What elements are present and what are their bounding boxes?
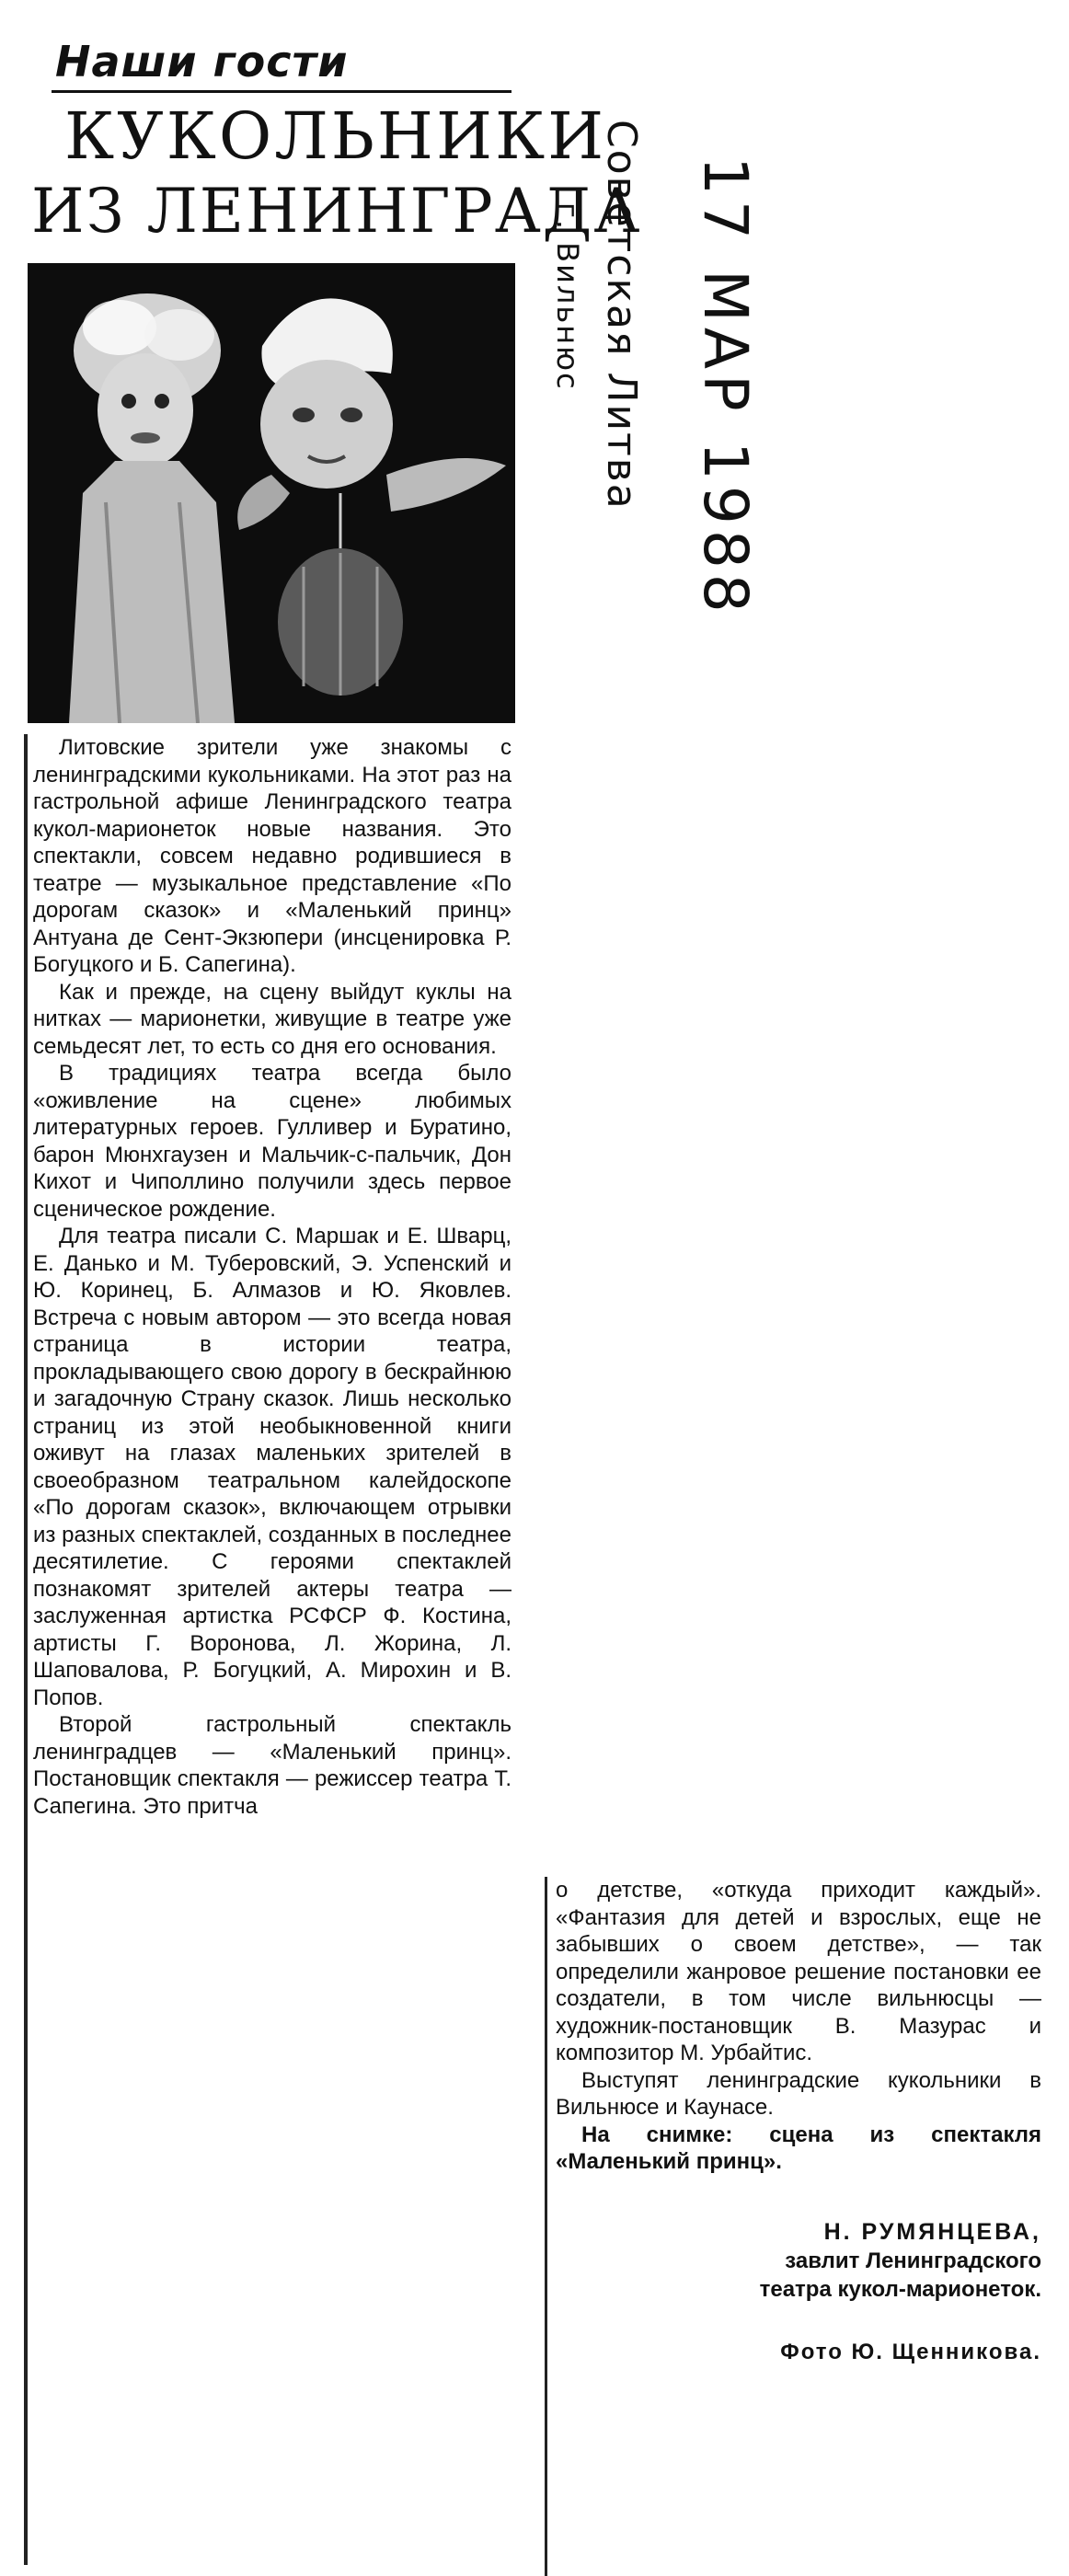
article-paragraph: Литовские зрители уже знакомы с ленинградскими кукольниками. На этот раз на гастрольной афише Ленинградского театра кукол-марионеток новые названия. Это спектакли, совсем недавно родившиеся в театре — музыкальное представление «По дорогам сказок» и «Маленький принц» Антуана де Сент-Экзюпери (инсценировка Р. Богуцкого и Б. Сапегина). xyxy=(33,735,512,977)
article-paragraph: о детстве, «откуда приходит каждый». «Фантазия для детей и взрослых, еще не забывших о своем детстве», — так определили жанровое решение постановки ее создатели, в том числе вильнюсцы — художник-постановщик В. Мазурас и композитор М. Урбайтис. xyxy=(556,1878,1041,2065)
photo-caption: На снимке: сцена из спектакля «Маленький принц». xyxy=(556,2122,1041,2174)
rubric-underline xyxy=(52,90,512,93)
author-name: Н. РУМЯНЦЕВА, xyxy=(823,2218,1041,2245)
article-paragraph: Выступят ленинградские кукольники в Вильнюсе и Каунасе. xyxy=(556,2067,1041,2120)
article-column-main xyxy=(33,734,512,1820)
column-rule-left xyxy=(24,734,28,2565)
stamp-city: г. Вильнюс xyxy=(550,202,585,391)
stamp-date: 17 МАР 1988 xyxy=(690,156,761,618)
author-signature xyxy=(556,2218,1041,2304)
photo-credit: Фото Ю. Щенникова. xyxy=(780,2339,1041,2364)
headline-line-2: ИЗ ЛЕНИНГРАДА xyxy=(31,176,642,247)
rubric-title: Наши гости xyxy=(55,37,349,86)
article-paragraph: В традициях театра всегда было «оживление на сцене» любимых литературных героев. Гулливер и Буратино, барон Мюнхгаузен и Мальчик-с-пальчик, Дон Кихот и Чиполлино получили здесь первое сценическое рождение. xyxy=(33,1061,512,1222)
article-paragraph: Как и прежде, на сцену выйдут куклы на нитках — марионетки, живущие в театре уже семьдесят лет, то есть со дня его основания. xyxy=(33,979,512,1059)
article-column-continuation xyxy=(556,1877,1041,2365)
stamp-newspaper: Советская Литва xyxy=(598,120,645,511)
author-title: завлит Ленинградского xyxy=(785,2248,1041,2273)
article-paragraph: Для театра писали С. Маршак и Е. Шварц, Е. Данько и М. Туберовский, Э. Успенский и Ю. Коринец, Б. Алмазов и Ю. Яковлев. Встреча с новым автором — это всегда новая страница в истории театра, прокладывающего свою дорогу в бескрайнюю и загадочную Страну сказок. Лишь несколько страниц из этой необыкновенной книги оживут на глазах маленьких зрителей в своеобразном театральном калейдоскопе «По дорогам сказок», включающем отрывки из разных спектаклей, созданных в последнее десятилетие. С героями спектаклей познакомят зрителей актеры театра — заслуженная артистка РСФСР Ф. Костина, артисты Г. Воронова, Л. Жорина, Л. Шаповалова, Р. Богуцкий, А. Мирохин и В. Попов. xyxy=(33,1224,512,1710)
author-title: театра кукол-марионеток. xyxy=(759,2276,1041,2302)
puppets-photo-illustration xyxy=(28,263,515,723)
headline-line-1: КУКОЛЬНИКИ xyxy=(64,98,607,174)
article-paragraph: Второй гастрольный спектакль ленинградцев — «Маленький принц». Постановщик спектакля — режиссер театра Т. Сапегина. Это притча xyxy=(33,1712,512,1819)
column-rule-middle xyxy=(545,1877,547,2576)
article-photo xyxy=(28,263,515,723)
